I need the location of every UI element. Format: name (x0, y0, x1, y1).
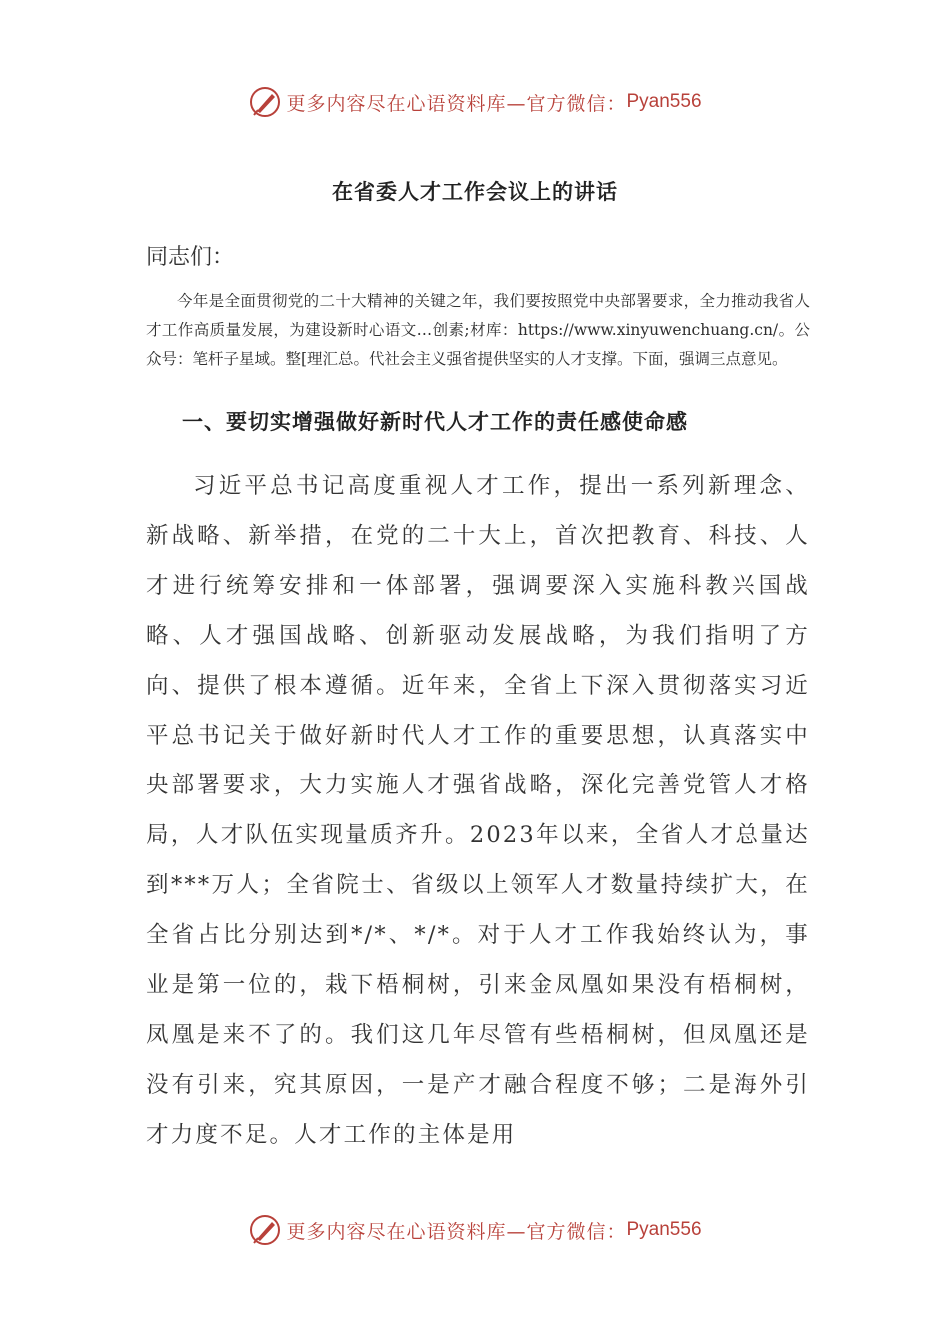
intro-paragraph: 今年是全面贯彻党的二十大精神的关键之年，我们要按照党中央部署要求，全力推动我省人才工作高质量发展，为建设新时心语文…创素;材库：https://www.xinyuwenchuang.cn/。公众号：笔杆子星域。整[理汇总。代社会主义强省提供坚实的人才支撑。下面，强调三点意见。 (146, 292, 810, 368)
quill-logo-icon (248, 1213, 282, 1247)
header-watermark (0, 82, 950, 122)
watermark-handle: Pyan556 (626, 91, 702, 112)
quill-logo-icon (248, 85, 282, 119)
footer-watermark (0, 1210, 950, 1250)
watermark-text: 更多内容尽在心语资料库—官方微信： (286, 1220, 627, 1243)
document-title: 在省委人才工作会议上的讲话 (332, 179, 618, 204)
section-heading-1: 一、要切实增强做好新时代人才工作的责任感使命感 (182, 409, 688, 434)
section-body-1: 习近平总书记高度重视人才工作，提出一系列新理念、新战略、新举措，在党的二十大上，首次把教育、科技、人才进行统筹安排和一体部署，强调要深入实施科教兴国战略、人才强国战略、创新驱动发展战略，为我们指明了方向、提供了根本遵循。近年来，全省上下深入贯彻落实习近平总书记关于做好新时代人才工作的重要思想，认真落实中央部署要求，大力实施人才强省战略，深化完善党管人才格局，人才队伍实现量质齐升。2023年以来，全省人才总量达到***万人；全省院士、省级以上领军人才数量持续扩大，在全省占比分别达到*/*、*/*。对于人才工作我始终认为，事业是第一位的，栽下梧桐树，引来金凤凰如果没有梧桐树，凤凰是来不了的。我们这几年尽管有些梧桐树，但凤凰还是没有引来，究其原因，一是产才融合程度不够；二是海外引才力度不足。人才工作的主体是用 (146, 473, 810, 1148)
watermark-handle: Pyan556 (626, 1219, 702, 1240)
watermark-text: 更多内容尽在心语资料库—官方微信： (286, 92, 627, 115)
salutation: 同志们： (146, 245, 235, 270)
